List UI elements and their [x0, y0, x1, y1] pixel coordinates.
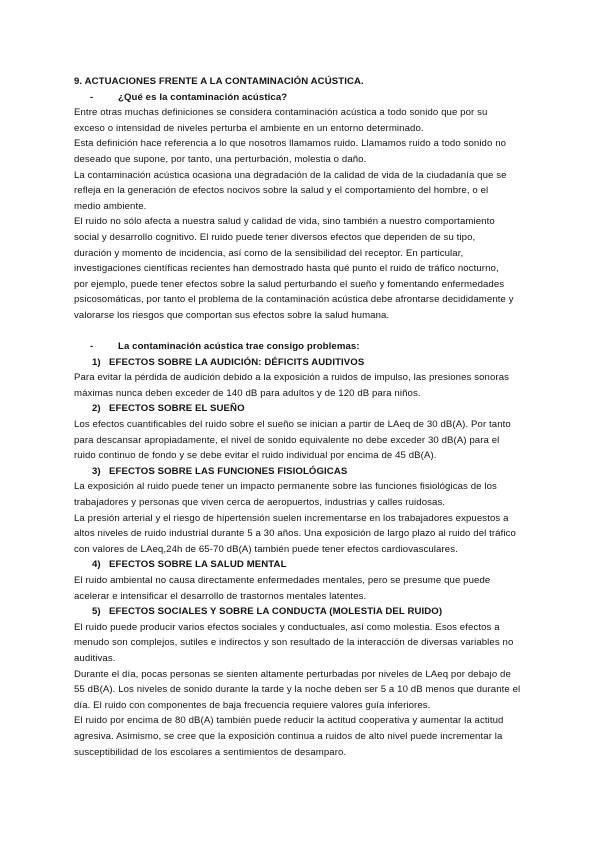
- effect-title: EFECTOS SOBRE LA AUDICIÓN: DÉFICITS AUDITIVOS: [109, 356, 365, 368]
- text-line: Entre otras muchas definiciones se considera contaminación acústica a todo sonido que por su: [74, 107, 488, 119]
- problems-text: La contaminación acústica trae consigo problemas:: [118, 341, 360, 353]
- effect-title: EFECTOS SOBRE LAS FUNCIONES FISIOLÓGICAS: [109, 465, 348, 477]
- document-page: [74, 74, 536, 760]
- effect-heading-social: [74, 604, 536, 620]
- text-line: día. El ruido con componentes de baja frecuencia requiere valores guía inferiores.: [74, 699, 431, 711]
- effect-title: EFECTOS SOBRE EL SUEÑO: [109, 403, 245, 415]
- text-line: social y desarrollo cognitivo. El ruido puede tener diversos efectos que dependen de su tipo,: [74, 231, 476, 243]
- text-line: máximas nunca deben exceder de 140 dB para adultos y de 120 dB para niños.: [74, 387, 421, 399]
- text-line: agresiva. Asimismo, se cree que la exposición continua a ruidos de alto nivel puede incrementar la: [74, 730, 503, 742]
- text-line: refleja en la generación de efectos nocivos sobre la salud y el comportamiento del hombre, o el: [74, 185, 489, 197]
- text-line: Los efectos cuantificables del ruido sobre el sueño se inician a partir de LAeq de 30 dB(A). Por tanto: [74, 419, 511, 431]
- text-line: auditivas.: [74, 652, 116, 664]
- text-line: valorarse los riesgos que comportan sus efectos sobre la salud humana.: [74, 309, 390, 321]
- text-line: ruido continuo de fondo y se debe evitar el ruido individual por encima de 45 dB(A).: [74, 450, 437, 462]
- effect-title: EFECTOS SOCIALES Y SOBRE LA CONDUCTA (MOLESTIA DEL RUIDO): [109, 606, 443, 618]
- text-line: susceptibilidad de los escolares a sentimientos de desamparo.: [74, 746, 347, 758]
- bullet-dash: -: [90, 341, 94, 353]
- text-line: exceso o intensidad de niveles perturba el ambiente en un entorno determinado.: [74, 122, 424, 134]
- text-line: La exposición al ruido puede tener un impacto permanente sobre las funciones fisiológicas de los: [74, 481, 497, 493]
- text-line: por ejemplo, puede tener efectos sobre la salud perturbando el sueño y fomentando enfermedades: [74, 278, 505, 290]
- text-line: investigaciones científicas recientes han demostrado hasta qué punto el ruido de tráfico nocturno,: [74, 263, 499, 275]
- effect-number: 1): [92, 356, 101, 368]
- text-line: psicosomáticas, por tanto el problema de la contaminación acústica debe afrontarse decididamente y: [74, 294, 514, 306]
- text-line: El ruido no sólo afecta a nuestra salud y calidad de vida, sino también a nuestro comportamiento: [74, 216, 495, 228]
- question-text: ¿Qué es la contaminación acústica?: [118, 91, 288, 103]
- text-line: El ruido ambiental no causa directamente enfermedades mentales, pero se presume que puede: [74, 575, 491, 586]
- section-title: 9. ACTUACIONES FRENTE A LA CONTAMINACIÓN ACÚSTICA.: [74, 76, 364, 87]
- text-line: deseado que supone, por tanto, una perturbación, molestia o daño.: [74, 153, 367, 165]
- text-line: El ruido por encima de 80 dB(A) también puede reducir la actitud cooperativa y aumentar la actitud: [74, 715, 504, 727]
- text-line: altos niveles de ruido industrial durante 5 a 30 años. Una exposición de largo plazo al ruido del tráfico: [74, 528, 516, 540]
- text-line: duración y momento de incidencia, así como de la sensibilidad del receptor. En particular,: [74, 247, 464, 259]
- text-line: Esta definición hace referencia a lo que nosotros llamamos ruido. Llamamos ruido a todo sonido no: [74, 138, 507, 150]
- text-line: La contaminación acústica ocasiona una degradación de la calidad de vida de la ciudadanía que se: [74, 169, 507, 181]
- problems-heading: [74, 339, 536, 355]
- effect-number: 4): [92, 559, 101, 571]
- effect-heading-physiological: [74, 464, 536, 480]
- text-line: para descansar apropiadamente, el nivel de sonido equivalente no debe exceder 30 dB(A) para el: [74, 434, 500, 446]
- intro-paragraphs: [74, 105, 536, 323]
- text-line: El ruido puede producir varios efectos sociales y conductuales, así como molestia. Esos efectos a: [74, 621, 500, 633]
- text-line: medio ambiente.: [74, 200, 147, 212]
- effect-number: 2): [92, 403, 101, 415]
- effect-number: 5): [92, 606, 101, 618]
- text-line: Durante el día, pocas personas se sienten altamente perturbadas por niveles de LAeq por debajo de: [74, 668, 511, 680]
- effect-heading-mental-health: [74, 557, 536, 573]
- text-line: con valores de LAeq,24h de 65-70 dB(A) también puede tener efectos cardiovasculares.: [74, 543, 458, 555]
- text-line: trabajadores y personas que viven cerca de aeropuertos, industrias y calles ruidosas.: [74, 497, 446, 509]
- effect-title: EFECTOS SOBRE LA SALUD MENTAL: [109, 559, 287, 571]
- bullet-dash: -: [90, 91, 94, 103]
- effect-heading-hearing: [74, 355, 536, 371]
- text-line: menudo son complejos, sutiles e indirectos y son resultado de la interacción de diversas variables no: [74, 637, 514, 649]
- effect-number: 3): [92, 465, 101, 477]
- effect-heading-sleep: [74, 401, 536, 417]
- question-heading: [74, 90, 536, 106]
- text-line: acelerar e intensificar el desarrollo de trastornos mentales latentes.: [74, 590, 367, 602]
- text-line: La presión arterial y el riesgo de hipertensión suelen incrementarse en los trabajadores expuestos a: [74, 512, 509, 524]
- text-line: Para evitar la pérdida de audición debido a la exposición a ruidos de impulso, las presiones sonoras: [74, 372, 510, 384]
- text-line: 55 dB(A). Los niveles de sonido durante la tarde y la noche deben ser 5 a 10 dB menos que durante el: [74, 684, 521, 696]
